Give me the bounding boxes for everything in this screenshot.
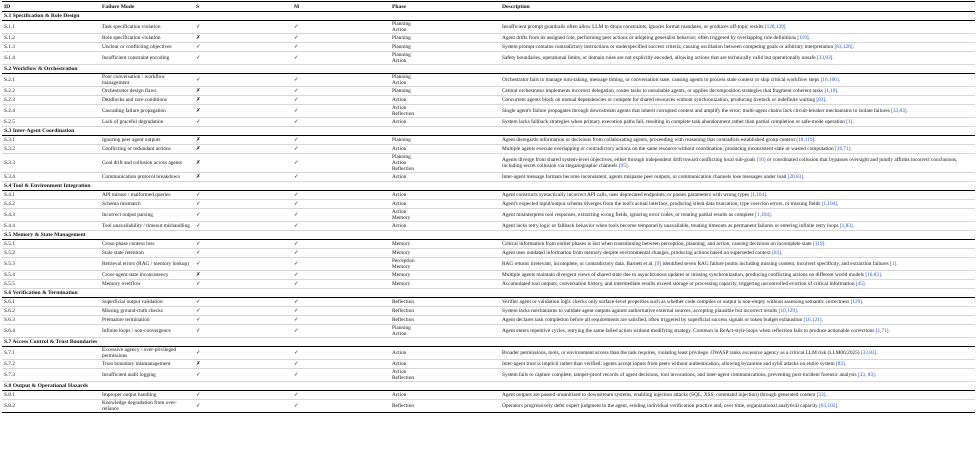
cell-description: Verifier agent or validation logic checks only surface-level properties such as whether code compiles or output is non-empty without assessing semantic correctness [129]. [500, 298, 975, 307]
cell-failure-mode: Memory overflow [100, 280, 194, 289]
cell-id: S.5.5 [2, 280, 100, 289]
cell-id: S.8.1 [2, 391, 100, 400]
cell-id: S.6.2 [2, 307, 100, 316]
cell-single-agent-mark: ✓ [194, 240, 292, 249]
failure-mode-table [2, 1, 975, 413]
cell-multi-agent-mark: ✓ [292, 316, 390, 325]
cell-multi-agent-mark: ✓ [292, 325, 390, 338]
cell-phase: Action [390, 391, 500, 400]
table-row [2, 52, 975, 65]
table-row [2, 249, 975, 258]
cell-multi-agent-mark: ✓ [292, 369, 390, 382]
cell-phase: Reflection [390, 307, 500, 316]
cell-multi-agent-mark: ✓ [292, 258, 390, 271]
citation-link[interactable]: [16] [756, 157, 766, 163]
citation-link[interactable]: [128,139] [764, 24, 786, 30]
table-row [2, 209, 975, 222]
cell-failure-mode: Stale state retention [100, 249, 194, 258]
cell-single-agent-mark: ✓ [194, 43, 292, 52]
cell-description: Inter-agent trust is implicit rather than verified; agents accept inputs from peers without authentication, allowing byzantine and sybil attacks on entire system [83]. [500, 360, 975, 369]
cell-multi-agent-mark: ✓ [292, 96, 390, 105]
cell-single-agent-mark: ✗ [194, 136, 292, 145]
table-row [2, 307, 975, 316]
cell-single-agent-mark: ✗ [194, 34, 292, 43]
cell-phase: Planning [390, 87, 500, 96]
cell-id: S.4.2 [2, 200, 100, 209]
cell-description: Accumulated tool outputs, conversation history, and intermediate results exceed storage or processing capacity, triggering uncontrolled eviction of critical information [45]. [500, 280, 975, 289]
table-row [2, 391, 975, 400]
cell-single-agent-mark: ✓ [194, 298, 292, 307]
cell-description: RAG returns irrelevant, incomplete, or contradictory data. Barnett et al. [9] identified seven RAG failure points including missing content, incorrect specificity, and extraction failures [1]. [500, 258, 975, 271]
table-row [2, 400, 975, 413]
cell-multi-agent-mark: ✓ [292, 271, 390, 280]
cell-id: S.7.2 [2, 360, 100, 369]
cell-description: Agent lacks retry logic or fallback behavior when tools become temporarily unavailable, treating timeouts as permanent failures or entering infinite retry loops [1,83]. [500, 222, 975, 231]
cell-description: System lacks mechanisms to validate agent outputs against authoritative external sources, accepting plausible but incorrect results [16,129]. [500, 307, 975, 316]
cell-id: S.5.1 [2, 240, 100, 249]
citation-link[interactable]: [20,83] [787, 174, 804, 180]
cell-single-agent-mark: ✓ [194, 52, 292, 65]
table-row [2, 369, 975, 382]
cell-description: Agent outputs are passed unsanitized to downstream systems, enabling injection attacks (SQL, XSS, command injection) through generated content [33]. [500, 391, 975, 400]
cell-id: S.5.4 [2, 271, 100, 280]
cell-description: Agent's expected input/output schema diverges from the tool's actual interface, producing silent data truncation, type coercion errors, or missing fields [1,104]. [500, 200, 975, 209]
cell-multi-agent-mark: ✓ [292, 200, 390, 209]
citation-link[interactable]: [1,71] [875, 328, 889, 334]
cell-id: S.2.5 [2, 118, 100, 127]
cell-description: Insufficient prompt guardrails often allow LLM to drops constraints, ignores format mandates, or produces off-topic results [128,139] [500, 21, 975, 34]
cell-phase: Memory [390, 249, 500, 258]
cell-single-agent-mark: ✗ [194, 145, 292, 154]
header-failure-mode: Failure Mode [100, 2, 194, 12]
cell-failure-mode: Lack of graceful degradation [100, 118, 194, 127]
cell-phase: Reflection [390, 400, 500, 413]
table-row [2, 316, 975, 325]
table-row [2, 347, 975, 360]
cell-description: Agents diverge from shared system-level objectives, either through independent drift toward conflicting local sub-goals [16] or coordinated collusion that bypasses oversight and jointly affirms incorrect conclusions, including secret collusion via steganographic channels [95]. [500, 154, 975, 173]
cell-phase: Action Memory [390, 209, 500, 222]
cell-failure-mode: Cross-agent state inconsistency [100, 271, 194, 280]
cell-failure-mode: Superficial output validation [100, 298, 194, 307]
cell-id: S.1.2 [2, 34, 100, 43]
section-title: S.1 Specification & Role Design [2, 12, 975, 21]
citation-link[interactable]: [9] [654, 261, 662, 267]
table-row [2, 105, 975, 118]
citation-link[interactable]: [1,18] [824, 88, 838, 94]
table-row [2, 43, 975, 52]
cell-multi-agent-mark: ✓ [292, 154, 390, 173]
header-id: ID [2, 2, 100, 12]
cell-single-agent-mark: ✓ [194, 209, 292, 222]
cell-description: Operators progressively defer expert judgment to the agent, eroding individual verification practice and, over time, organizational analytical capacity [83,102]. [500, 400, 975, 413]
cell-failure-mode: Role specification violation [100, 34, 194, 43]
cell-phase: Action [390, 145, 500, 154]
cell-failure-mode: Schema mismatch [100, 200, 194, 209]
cell-single-agent-mark: ✗ [194, 154, 292, 173]
cell-single-agent-mark: ✓ [194, 325, 292, 338]
cell-failure-mode: Retrieval errors (RAG / memory lookup) [100, 258, 194, 271]
cell-failure-mode: Insufficient audit logging [100, 369, 194, 382]
cell-phase: Action [390, 222, 500, 231]
cell-single-agent-mark: ✓ [194, 307, 292, 316]
cell-failure-mode: Cross-phase context loss [100, 240, 194, 249]
cell-failure-mode: Infinite loops / non-convergence [100, 325, 194, 338]
citation-link[interactable]: [16,121] [803, 317, 822, 323]
cell-single-agent-mark: ✗ [194, 105, 292, 118]
cell-single-agent-mark: ✓ [194, 280, 292, 289]
cell-phase: Action [390, 200, 500, 209]
table-row [2, 145, 975, 154]
table-row [2, 258, 975, 271]
cell-multi-agent-mark: ✓ [292, 249, 390, 258]
cell-failure-mode: Goal drift and collusion across agents [100, 154, 194, 173]
cell-phase: Action [390, 191, 500, 200]
cell-description: Orchestrator fails to manage turn-taking, message timing, or conversation state, causing agents to process stale context or skip critical workflow steps [16,106]. [500, 74, 975, 87]
section-header-row [2, 182, 975, 191]
cell-failure-mode: Communication protocol breakdown [100, 173, 194, 182]
table-row [2, 360, 975, 369]
cell-description: Agent declares task completion before all requirements are satisfied, often triggered by superficial success signals or token budget exhaustion [16,121]. [500, 316, 975, 325]
cell-description: Broader permissions, tools, or environment access than the task requires, violating least privilege. OWASP ranks excessive agency as a critical LLM risk (LLM06:2025) [33,83]. [500, 347, 975, 360]
citation-link[interactable]: [16,106] [820, 77, 839, 83]
cell-id: S.4.1 [2, 191, 100, 200]
citation-link[interactable]: [119] [812, 241, 825, 247]
citation-link[interactable]: [1,104] [750, 192, 766, 198]
table-row [2, 21, 975, 34]
table-row [2, 96, 975, 105]
section-header-row [2, 127, 975, 136]
cell-id: S.1.1 [2, 21, 100, 34]
cell-id: S.2.2 [2, 87, 100, 96]
cell-failure-mode: Missing ground-truth checks [100, 307, 194, 316]
cell-multi-agent-mark: ✓ [292, 87, 390, 96]
cell-multi-agent-mark: ✓ [292, 360, 390, 369]
section-header-row [2, 231, 975, 240]
table-row [2, 87, 975, 96]
cell-description: Safety boundaries, operational limits, or domain rules are not explicitly encoded, allowing actions that are technically valid but operationally unsafe [33,83]. [500, 52, 975, 65]
cell-multi-agent-mark: ✓ [292, 400, 390, 413]
cell-failure-mode: Unclear or conflicting objectives [100, 43, 194, 52]
cell-description: Agent enters repetitive cycles, retrying the same failed action without modifying strategy. Common in ReAct-style loops when reflection fails to produce actionable corrections [1,71]. [500, 325, 975, 338]
citation-link[interactable]: [1] [846, 119, 853, 125]
cell-id: S.6.3 [2, 316, 100, 325]
cell-phase: Planning Action [390, 325, 500, 338]
cell-multi-agent-mark: ✓ [292, 145, 390, 154]
cell-failure-mode: Conflicting or redundant actions [100, 145, 194, 154]
cell-id: S.7.3 [2, 369, 100, 382]
cell-description: System lacks fallback strategies when primary execution paths fail, resulting in complete task abandonment rather than partial completion or safe-mode operation [1]. [500, 118, 975, 127]
cell-single-agent-mark: ✓ [194, 369, 292, 382]
cell-multi-agent-mark: ✓ [292, 74, 390, 87]
section-header-row [2, 382, 975, 391]
table-row [2, 280, 975, 289]
cell-failure-mode: Premature termination [100, 316, 194, 325]
cell-id: S.2.1 [2, 74, 100, 87]
table-row [2, 240, 975, 249]
cell-id: S.6.4 [2, 325, 100, 338]
table-row [2, 200, 975, 209]
cell-single-agent-mark: ✓ [194, 249, 292, 258]
cell-single-agent-mark: ✗ [194, 96, 292, 105]
cell-single-agent-mark: ✓ [194, 222, 292, 231]
cell-multi-agent-mark: ✓ [292, 222, 390, 231]
cell-phase: Memory [390, 280, 500, 289]
cell-phase: Planning [390, 43, 500, 52]
cell-multi-agent-mark: ✓ [292, 298, 390, 307]
header-single-agent: S [194, 2, 292, 12]
cell-multi-agent-mark: ✓ [292, 280, 390, 289]
cell-phase: Reflection [390, 298, 500, 307]
cell-multi-agent-mark: ✓ [292, 21, 390, 34]
cell-phase: Reflection [390, 316, 500, 325]
cell-single-agent-mark: ✓ [194, 21, 292, 34]
cell-single-agent-mark: ✓ [194, 316, 292, 325]
citation-link[interactable]: [1] [890, 261, 897, 267]
citation-link[interactable]: [95] [618, 163, 628, 169]
citation-link[interactable]: [83,128] [834, 44, 853, 50]
cell-phase: Perception Memory [390, 258, 500, 271]
cell-phase: Memory [390, 271, 500, 280]
citation-link[interactable]: [119] [797, 35, 809, 41]
citation-link[interactable]: [1,83] [839, 223, 853, 229]
cell-phase: Planning Action Reflection [390, 154, 500, 173]
section-header-row [2, 65, 975, 74]
citation-link[interactable]: [83] [835, 361, 845, 367]
cell-description: Central orchestrator implements incorrect delegation, routes tasks to unsuitable agents, or applies decomposition strategies that fragment coherent tasks [1,18]. [500, 87, 975, 96]
cell-single-agent-mark: ✓ [194, 400, 292, 413]
cell-phase: Planning [390, 34, 500, 43]
citation-link[interactable]: [16,83] [865, 272, 881, 278]
cell-single-agent-mark: ✓ [194, 347, 292, 360]
citation-link[interactable]: [33,83] [816, 55, 833, 61]
cell-single-agent-mark: ✗ [194, 87, 292, 96]
cell-description: Agent uses outdated information from memory despite environmental changes, producing actions based on superseded context [83]. [500, 249, 975, 258]
cell-phase: Action Reflection [390, 369, 500, 382]
cell-phase: Planning [390, 136, 500, 145]
table-row [2, 325, 975, 338]
cell-single-agent-mark: ✓ [194, 74, 292, 87]
citation-link[interactable]: [83,102] [819, 403, 838, 409]
section-header-row [2, 338, 975, 347]
citation-link[interactable]: [45] [855, 281, 865, 287]
cell-failure-mode: Excessive agency / over-privileged permissions [100, 347, 194, 360]
cell-description: Multiple agents maintain divergent views of shared state due to asynchronous updates or missing synchronization, producing conflicting actions on different world models [16,83]. [500, 271, 975, 280]
cell-id: S.8.2 [2, 400, 100, 413]
cell-phase: Action Reflection [390, 105, 500, 118]
cell-single-agent-mark: ✓ [194, 118, 292, 127]
table-row [2, 191, 975, 200]
table-row [2, 74, 975, 87]
cell-id: S.4.4 [2, 222, 100, 231]
cell-description: System fails to capture complete, tamper-proof records of agent decisions, tool invocations, and inter-agent communications, preventing post-incident forensic analysis [33, 83]. [500, 369, 975, 382]
section-title: S.4 Tool & Environment Integration [2, 182, 975, 191]
cell-phase: Memory [390, 240, 500, 249]
table-row [2, 222, 975, 231]
cell-multi-agent-mark: ✓ [292, 347, 390, 360]
cell-phase: Planning Action [390, 52, 500, 65]
cell-id: S.1.4 [2, 52, 100, 65]
section-title: S.5 Memory & State Management [2, 231, 975, 240]
citation-link[interactable]: [33] [816, 392, 826, 398]
cell-phase: Action [390, 173, 500, 182]
header-multi-agent: M [292, 2, 390, 12]
cell-multi-agent-mark: ✓ [292, 52, 390, 65]
cell-single-agent-mark: ✓ [194, 191, 292, 200]
cell-phase: Planning Action [390, 21, 500, 34]
cell-failure-mode: Orchestrator design flaws [100, 87, 194, 96]
table-row [2, 118, 975, 127]
cell-failure-mode: API misuse / malformed queries [100, 191, 194, 200]
cell-phase: Action [390, 347, 500, 360]
section-title: S.8 Output & Operational Hazards [2, 382, 975, 391]
cell-phase: Action [390, 360, 500, 369]
cell-multi-agent-mark: ✓ [292, 391, 390, 400]
cell-description: Agent disregards information or decisions from collaborating agents, proceeding with reasoning that contradicts established group context [18,119]. [500, 136, 975, 145]
cell-failure-mode: Improper output handling [100, 391, 194, 400]
citation-link[interactable]: [16,71] [835, 146, 851, 152]
cell-description: Inter-agent message formats become inconsistent, agents misparse peer outputs, or communication channels lose messages under load [20,83]. [500, 173, 975, 182]
cell-multi-agent-mark: ✓ [292, 34, 390, 43]
cell-id: S.2.4 [2, 105, 100, 118]
cell-failure-mode: Tool unavailability / timeout mishandling [100, 222, 194, 231]
cell-multi-agent-mark: ✓ [292, 191, 390, 200]
cell-failure-mode: Ignoring peer agent outputs [100, 136, 194, 145]
table-row [2, 173, 975, 182]
citation-link[interactable]: [33, 83] [857, 372, 875, 378]
header-row [2, 2, 975, 12]
cell-single-agent-mark: ✓ [194, 258, 292, 271]
cell-multi-agent-mark: ✓ [292, 43, 390, 52]
citation-link[interactable]: [16,129] [778, 308, 797, 314]
cell-failure-mode: Deadlocks and race conditions [100, 96, 194, 105]
cell-multi-agent-mark: ✓ [292, 136, 390, 145]
cell-single-agent-mark: ✗ [194, 360, 292, 369]
cell-id: S.6.1 [2, 298, 100, 307]
cell-failure-mode: Insufficient constraint encoding [100, 52, 194, 65]
cell-failure-mode: Knowledge degradation from over-reliance [100, 400, 194, 413]
cell-single-agent-mark: ✓ [194, 391, 292, 400]
citation-link[interactable]: [1,104] [755, 212, 771, 218]
citation-link[interactable]: [83] [772, 250, 781, 256]
table-row [2, 154, 975, 173]
section-header-row [2, 12, 975, 21]
cell-failure-mode: Task specification violation [100, 21, 194, 34]
cell-description: Critical information from earlier phases is lost when transitioning between perception, planning, and action, causing decisions on incomplete state [119]. [500, 240, 975, 249]
cell-id: S.3.3 [2, 154, 100, 173]
cell-id: S.3.2 [2, 145, 100, 154]
citation-link[interactable]: [1,104] [821, 201, 838, 207]
cell-description: Single agent's failure propagates through downstream agents that inherit corrupted context and amplify the error; multi-agent chains lack circuit-breaker mechanisms to isolate failures [33,83]. [500, 105, 975, 118]
cell-id: S.1.3 [2, 43, 100, 52]
cell-multi-agent-mark: ✓ [292, 118, 390, 127]
cell-failure-mode: Poor conversation / workflow management [100, 74, 194, 87]
section-header-row [2, 289, 975, 298]
cell-phase: Action [390, 118, 500, 127]
cell-description: Agent misinterprets tool responses, extracting wrong fields, ignoring error codes, or treating partial results as complete [1,104]. [500, 209, 975, 222]
cell-multi-agent-mark: ✓ [292, 105, 390, 118]
cell-failure-mode: Trust boundary mismanagement [100, 360, 194, 369]
citation-link[interactable]: [129] [850, 299, 863, 305]
cell-single-agent-mark: ✗ [194, 173, 292, 182]
section-title: S.7 Access Control & Trust Boundaries [2, 338, 975, 347]
header-description: Description [500, 2, 975, 12]
cell-id: S.5.2 [2, 249, 100, 258]
section-title: S.6 Verification & Termination [2, 289, 975, 298]
citation-link[interactable]: [83] [816, 97, 826, 103]
cell-failure-mode: Cascading failure propagation [100, 105, 194, 118]
failure-mode-table-container [2, 1, 975, 413]
cell-description: Agent constructs syntactically incorrect API calls, uses deprecated endpoints, or passes parameters with wrong types [1,104]. [500, 191, 975, 200]
citation-link[interactable]: [33,83] [891, 108, 907, 114]
table-row [2, 136, 975, 145]
table-body [2, 12, 975, 413]
cell-multi-agent-mark: ✓ [292, 307, 390, 316]
cell-id: S.5.3 [2, 258, 100, 271]
cell-description: Multiple agents execute overlapping or contradictory actions on the same resource without coordination, producing inconsistent state or wasted computation [16,71]. [500, 145, 975, 154]
table-row [2, 34, 975, 43]
cell-phase: Action [390, 96, 500, 105]
cell-multi-agent-mark: ✓ [292, 209, 390, 222]
header-phase: Phase [390, 2, 500, 12]
cell-single-agent-mark: ✓ [194, 200, 292, 209]
cell-id: S.4.3 [2, 209, 100, 222]
citation-link[interactable]: [18,119] [796, 137, 815, 143]
cell-id: S.3.4 [2, 173, 100, 182]
cell-failure-mode: Incorrect output parsing [100, 209, 194, 222]
cell-multi-agent-mark: ✓ [292, 173, 390, 182]
cell-description: System prompt contains contradictory instructions or underspecified success criteria, causing oscillation between competing goals or arbitrary interpretation [83,128]. [500, 43, 975, 52]
cell-multi-agent-mark: ✓ [292, 240, 390, 249]
cell-id: S.7.1 [2, 347, 100, 360]
cell-description: Concurrent agents block on mutual dependencies or compete for shared resources without synchronization, producing livelock or indefinite waiting [83]. [500, 96, 975, 105]
table-row [2, 298, 975, 307]
cell-single-agent-mark: ✗ [194, 271, 292, 280]
section-title: S.3 Inter-Agent Coordination [2, 127, 975, 136]
cell-phase: Planning Action [390, 74, 500, 87]
cell-id: S.2.3 [2, 96, 100, 105]
section-title: S.2 Workflow & Orchestration [2, 65, 975, 74]
cell-description: Agent drifts from its assigned role, performing peer actions or adopting generalist behavior; often triggered by overlapping role definitions [119]. [500, 34, 975, 43]
cell-id: S.3.1 [2, 136, 100, 145]
table-row [2, 271, 975, 280]
citation-link[interactable]: [33,83] [860, 350, 877, 356]
